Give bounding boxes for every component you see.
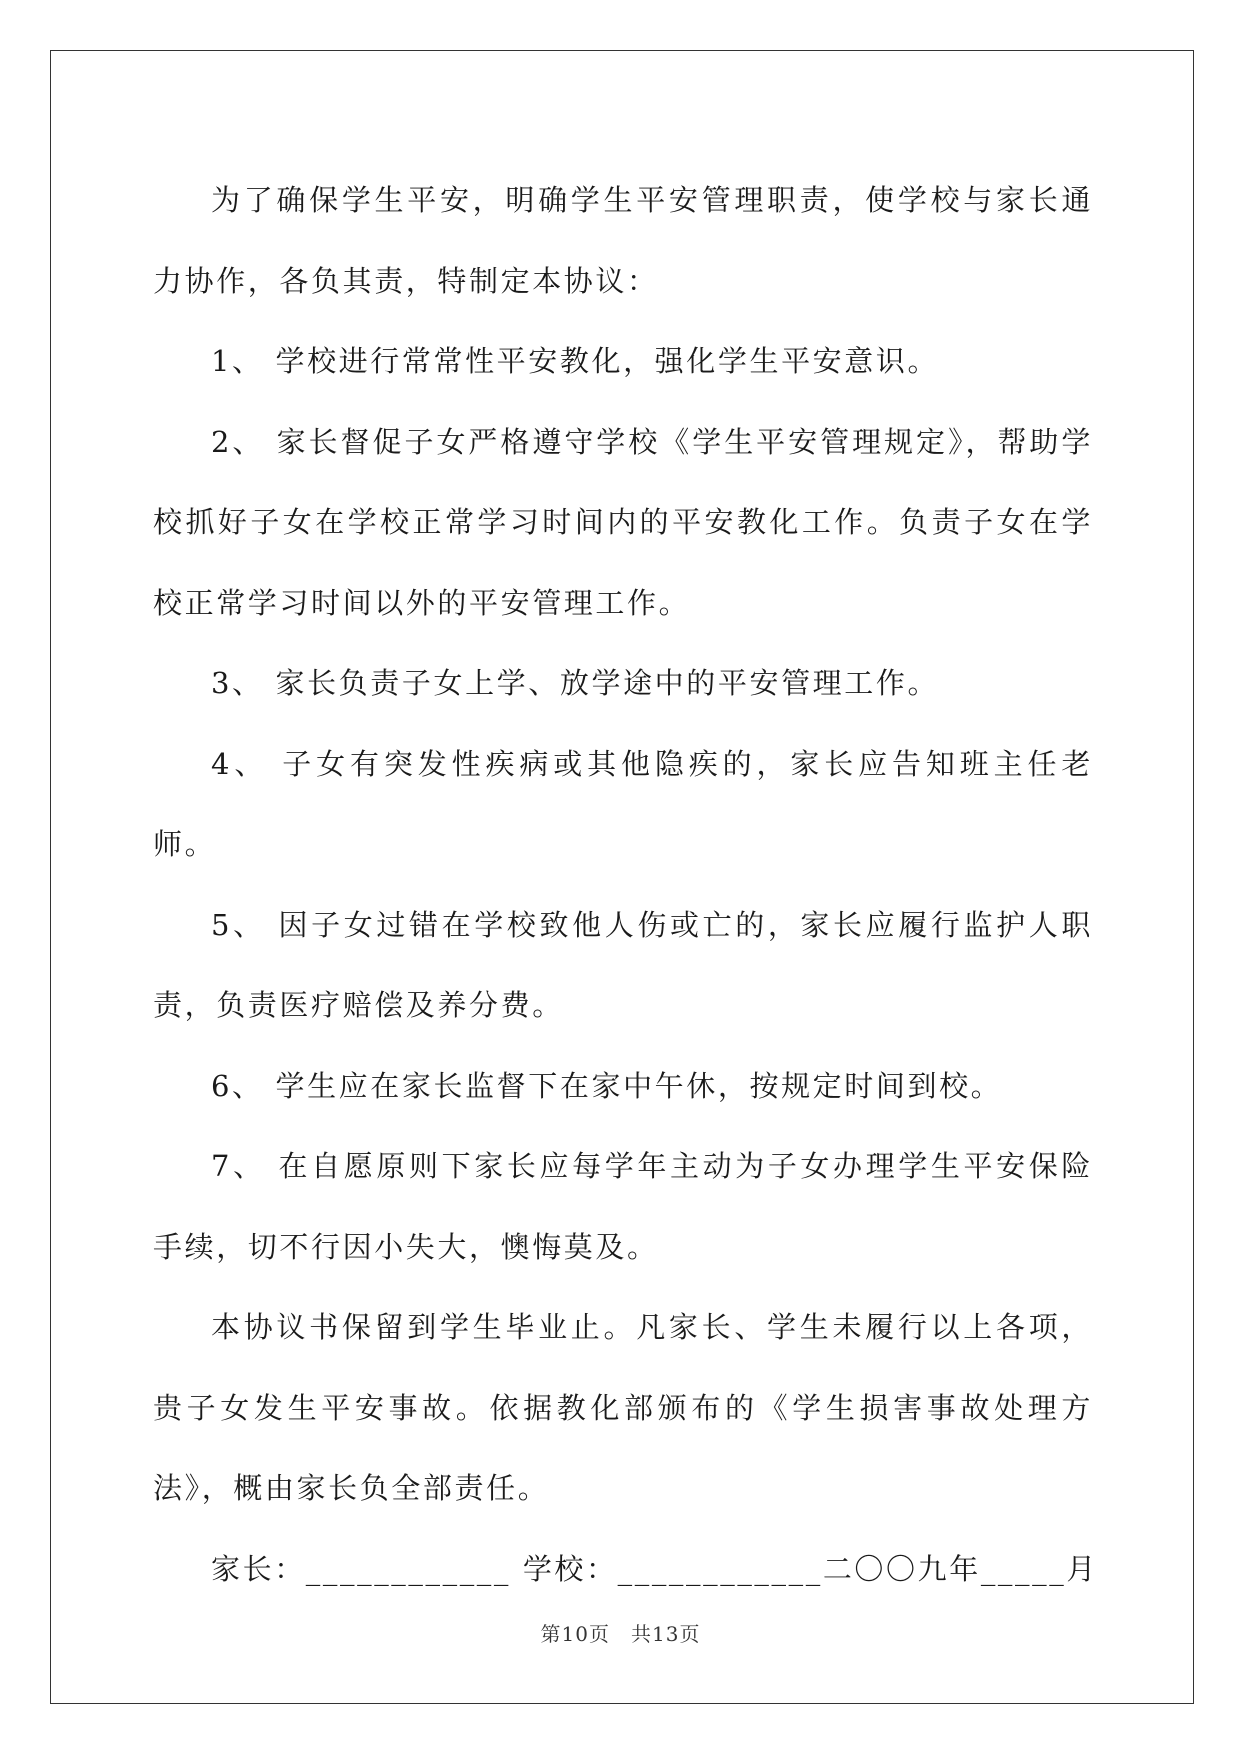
signature-line: 家长：____________ 学校：____________二〇〇九年_____月 <box>211 1551 1098 1586</box>
page-number-footer: 第10页 共13页 <box>540 1622 701 1646</box>
closing-paragraph: 本协议书保留到学生毕业止。凡家长、学生未履行以上各项，贵子女发生平安事故。依据教化部颁布的《学生损害事故处理方法》，概由家长负全部责任。 <box>153 1310 1093 1505</box>
clause-6: 6、 学生应在家长监督下在家中午休，按规定时间到校。 <box>211 1068 1003 1103</box>
clause-7: 7、 在自愿原则下家长应每学年主动为子女办理学生平安保险手续，切不行因小失大，懊悔莫及。 <box>153 1149 1093 1264</box>
intro-paragraph: 为了确保学生平安，明确学生平安管理职责，使学校与家长通力协作，各负其责，特制定本协议： <box>153 183 1093 298</box>
clause-4: 4、 子女有突发性疾病或其他隐疾的，家长应告知班主任老师。 <box>153 746 1093 861</box>
clause-1: 1、 学校进行常常性平安教化，强化学生平安意识。 <box>211 344 940 378</box>
clause-2: 2、 家长督促子女严格遵守学校《学生平安管理规定》，帮助学校抓好子女在学校正常学习时间内的平安教化工作。负责子女在学校正常学习时间以外的平安管理工作。 <box>153 424 1093 620</box>
clause-5: 5、 因子女过错在学校致他人伤或亡的，家长应履行监护人职责，负责医疗赔偿及养分费。 <box>153 907 1093 1022</box>
clause-3: 3、 家长负责子女上学、放学途中的平安管理工作。 <box>211 666 940 700</box>
document-body <box>153 160 1098 1609</box>
